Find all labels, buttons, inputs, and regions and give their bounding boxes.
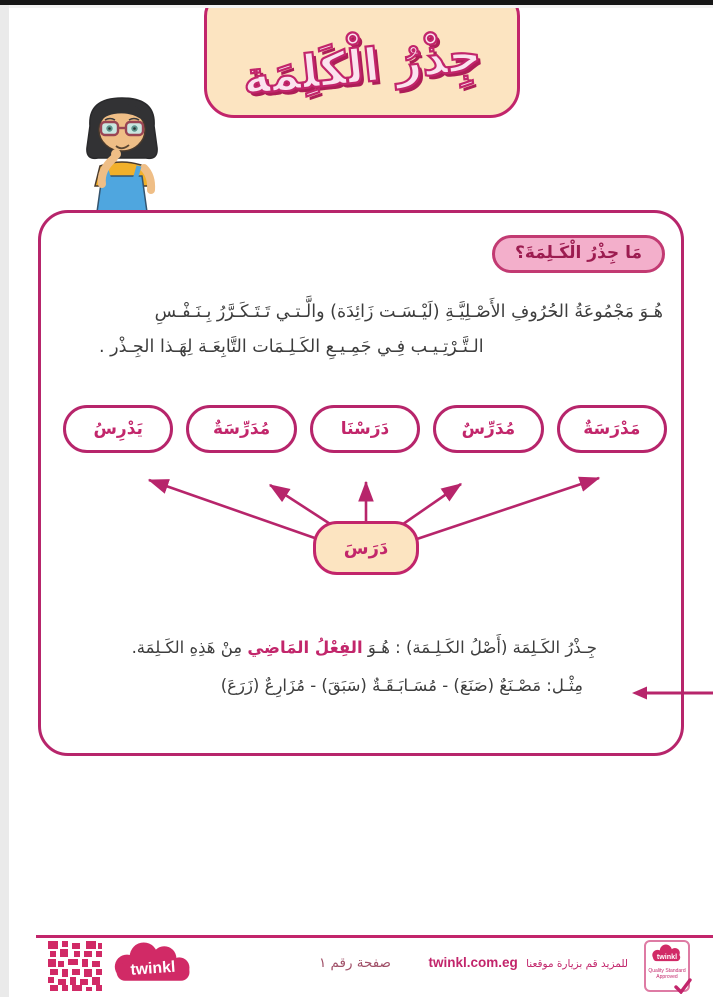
derived-word-mudarris: مُدَرِّسٌ — [433, 405, 543, 453]
badge-logo-text: twinkl — [656, 952, 678, 961]
qr-code-icon — [48, 941, 102, 991]
footer-divider — [36, 935, 713, 938]
twinkl-logo — [112, 942, 196, 984]
left-arrow-icon — [630, 683, 713, 703]
website-link[interactable]: twinkl.com.eg — [428, 955, 518, 970]
arrow-line — [149, 480, 329, 543]
footer-website-line — [428, 955, 628, 970]
conclusion-prefix: جِـذْرُ الكَـلِمَة (أَصْلُ الكَـلِـمَة) : هُـوَ — [362, 638, 597, 657]
badge-text-2: Approved — [656, 974, 678, 980]
twinkl-logo-text: twinkl — [129, 958, 176, 979]
definition-line-2: الـتَّـرْتِـيـب فِـي جَمِـيـعِ الكَـلِـمَات التَّابِعَـة لِهَـذا الجِـذْر . — [99, 337, 484, 357]
definition-paragraph — [59, 295, 663, 365]
page-edge-strip — [0, 5, 9, 997]
derived-word-mudarrisa: مُدَرِّسَةٌ — [186, 405, 296, 453]
conclusion-suffix: مِنْ هَذِهِ الكَـلِمَة. — [131, 638, 248, 657]
checkmark-icon — [674, 978, 692, 994]
derived-word-madrasa: مَدْرَسَةٌ — [557, 405, 667, 453]
quality-badge — [644, 940, 690, 992]
arrow-line — [405, 478, 599, 543]
top-shade — [0, 5, 713, 8]
top-black-bar — [0, 0, 713, 5]
girl-hand — [111, 149, 121, 159]
girl-pupil — [108, 127, 111, 130]
root-word-oval: دَرَسَ — [313, 521, 419, 575]
derived-word-yadrus: يَدْرِسُ — [63, 405, 173, 453]
thinking-girl-illustration — [74, 92, 170, 212]
examples-line: مِثْـل: مَصْـنَعٌ (صَنَعَ) - مُسَـابَـقَـةٌ (سَبَقَ) - مُزَارِعٌ (زَرَعَ) — [220, 676, 583, 695]
page-title: جِذْرُ الْكَلِمَة — [240, 26, 484, 106]
derived-word-darasna: دَرَسْنَا — [310, 405, 420, 453]
question-label: مَا جِذْرُ الْكَـلِمَةَ؟ — [492, 235, 665, 273]
badge-text-1: Quality Standard — [648, 968, 686, 974]
derived-words-row — [63, 405, 667, 453]
badge-twinkl-logo — [650, 944, 684, 964]
conclusion-line — [132, 638, 597, 657]
page-number: صفحة رقم ١ — [318, 955, 392, 971]
girl-pupil — [133, 127, 136, 130]
conclusion-highlight: الفِعْلُ المَاضِي — [247, 638, 363, 657]
title-banner — [204, 0, 520, 118]
definition-line-1: هُـوَ مَجْمُوعَةُ الحُرُوفِ الأَصْـلِيَّـةِ (لَيْـسَـت زَائِدَة) والَّـتـي تَـتَـكَـرَّرُ بِـنَـفْـسِ — [154, 302, 663, 322]
content-card — [38, 210, 684, 756]
visit-prompt: للمزيد قم بزيارة موقعنا — [526, 958, 628, 970]
